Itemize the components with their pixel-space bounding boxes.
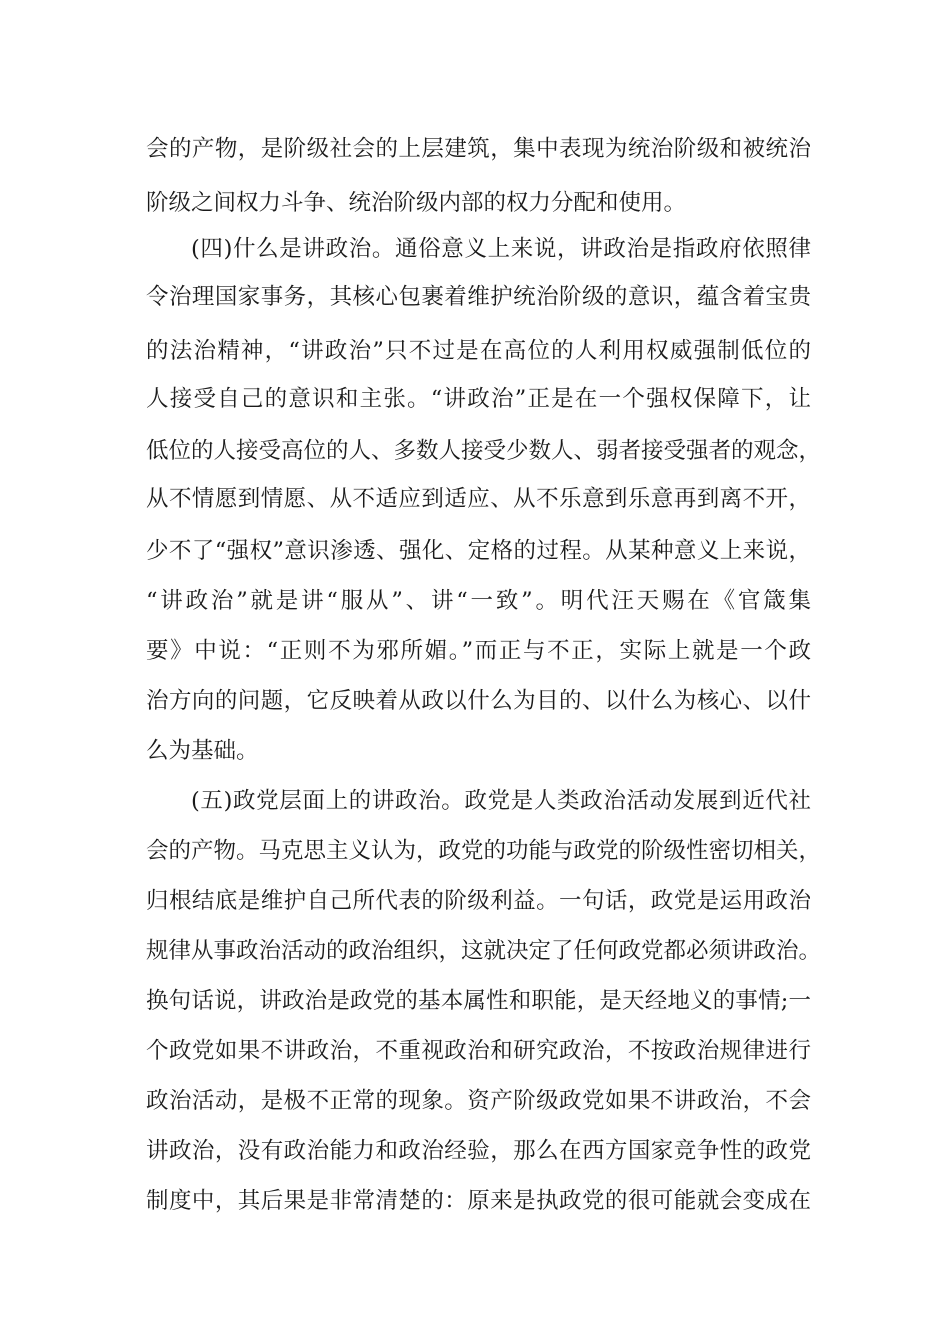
text-line: 少不了“强权”意识渗透、强化、定格的过程。从某种意义上来说， — [146, 538, 811, 564]
text-line: 令治理国家事务，其核心包裹着维护统治阶级的意识，蕴含着宝贵 — [146, 284, 811, 310]
text-line: 要》中说：“正则不为邪所媚。”而正与不正，实际上就是一个政 — [146, 638, 811, 664]
text-line: 治方向的问题，它反映着从政以什么为目的、以什么为核心、以什 — [146, 688, 811, 714]
paragraph-heading-line: (四)什么是讲政治。通俗意义上来说，讲政治是指政府依照律 — [191, 236, 811, 262]
text-line: 从不情愿到情愿、从不适应到适应、从不乐意到乐意再到离不开， — [146, 486, 811, 512]
text-line: 换句话说，讲政治是政党的基本属性和职能，是天经地义的事情;一 — [146, 988, 811, 1014]
text-line: 么为基础。 — [146, 738, 259, 764]
paragraph-heading-line: (五)政党层面上的讲政治。政党是人类政治活动发展到近代社 — [191, 788, 811, 814]
text-line: 的法治精神，“讲政治”只不过是在高位的人利用权威强制低位的 — [146, 338, 811, 364]
text-line: 会的产物，是阶级社会的上层建筑，集中表现为统治阶级和被统治 — [146, 136, 811, 162]
text-line: 人接受自己的意识和主张。“讲政治”正是在一个强权保障下，让 — [146, 386, 811, 412]
text-line: 制度中，其后果是非常清楚的：原来是执政党的很可能就会变成在 — [146, 1188, 811, 1214]
text-line: 个政党如果不讲政治，不重视政治和研究政治，不按政治规律进行 — [146, 1038, 811, 1064]
text-line: 政治活动，是极不正常的现象。资产阶级政党如果不讲政治，不会 — [146, 1088, 811, 1114]
text-line: “讲政治”就是讲“服从”、讲“一致”。明代汪天赐在《官箴集 — [146, 588, 811, 614]
text-line: 讲政治，没有政治能力和政治经验，那么在西方国家竞争性的政党 — [146, 1138, 811, 1164]
text-line: 会的产物。马克思主义认为，政党的功能与政党的阶级性密切相关， — [146, 838, 822, 864]
text-line: 归根结底是维护自己所代表的阶级利益。一句话，政党是运用政治 — [146, 888, 811, 914]
text-line: 规律从事政治活动的政治组织，这就决定了任何政党都必须讲政治。 — [146, 938, 822, 964]
text-line: 阶级之间权力斗争、统治阶级内部的权力分配和使用。 — [146, 190, 687, 216]
text-line: 低位的人接受高位的人、多数人接受少数人、弱者接受强者的观念， — [146, 438, 822, 464]
